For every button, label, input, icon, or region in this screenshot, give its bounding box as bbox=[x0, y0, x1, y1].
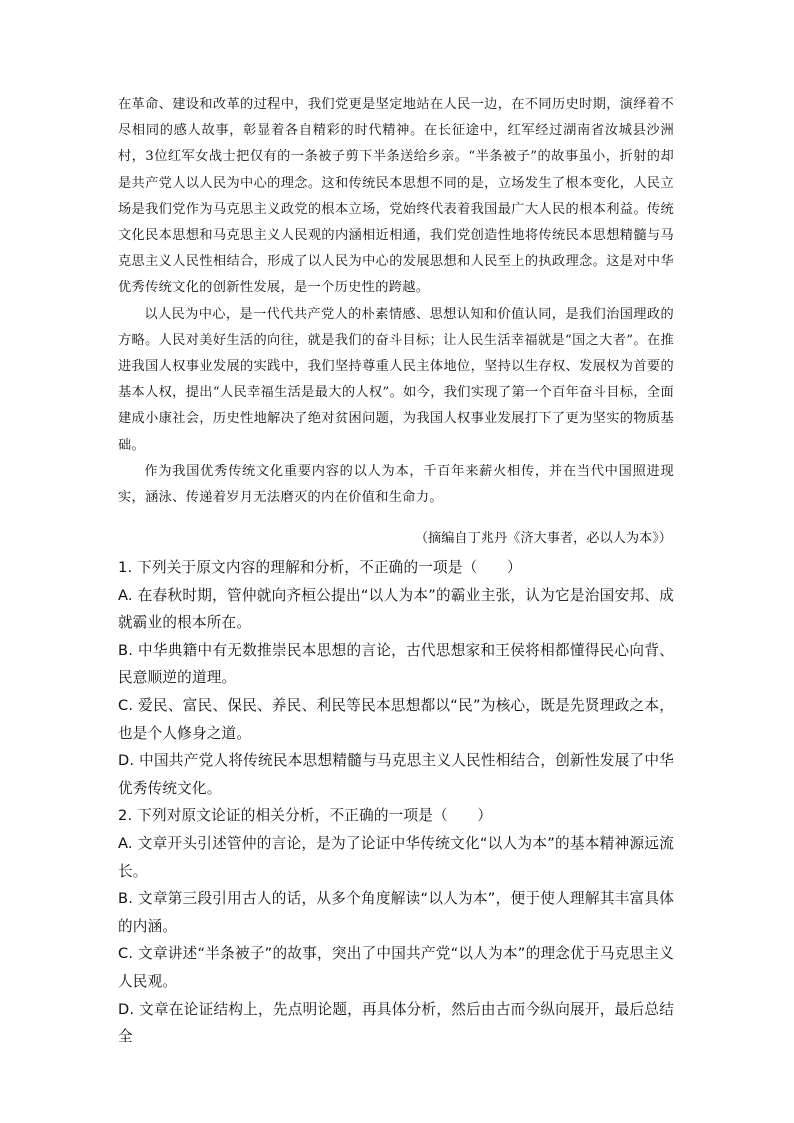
question-1-option-d: D. 中国共产党人将传统民本思想精髓与马克思主义人民性相结合，创新性发展了中华优秀传统文化。 bbox=[118, 752, 674, 797]
question-1-option-a: A. 在春秋时期，管仲就向齐桓公提出“以人为本”的霸业主张，认为它是治国安邦、成就霸业的根本所在。 bbox=[118, 586, 674, 632]
passage-paragraph: 在革命、建设和改革的过程中，我们党更是坚定地站在人民一边，在不同历史时期，演绎着不尽相同的感人故事，彰显着各自精彩的时代精神。在长征途中，红军经过湖南省汝城县沙洲村，3位红军女战士把仅有的一条被子剪下半条送给乡亲。“半条被子”的故事虽小，折射的却是共产党人以人民为中心的理念。这和传统民本思想不同的是，立场发生了根本变化，人民立场是我们党作为马克思主义政党的根本立场，党始终代表着我国最广大人民的根本利益。传统文化民本思想和马克思主义人民观的内涵相近相通，我们党创造性地将传统民本思想精髓与马克思主义人民性相结合，形成了以人民为中心的发展思想和人民至上的执政理念。这是对中华优秀传统文化的创新性发展，是一个历史性的跨越。 bbox=[118, 97, 674, 296]
reading-passage bbox=[118, 92, 674, 511]
question-2-option-d: D. 文章在论证结构上，先点明论题，再具体分析，然后由古而今纵向展开，最后总结全 bbox=[118, 1000, 674, 1046]
question-1-option-c: C. 爱民、富民、保民、养民、利民等民本思想都以“民”为核心，既是先贤理政之本，也是个人修身之道。 bbox=[118, 696, 674, 742]
question-2-option-c: C. 文章讲述“半条被子”的故事，突出了中国共产党“以人为本”的理念优于马克思主义人民观。 bbox=[118, 945, 674, 990]
question-2-option-b: B. 文章第三段引用古人的话，从多个角度解读“以人为本”，便于使人理解其丰富具体的内涵。 bbox=[118, 890, 674, 935]
passage-paragraph: 以人民为中心，是一代代共产党人的朴素情感、思想认知和价值认同，是我们治国理政的方略。人民对美好生活的向往，就是我们的奋斗目标；让人民生活幸福就是“国之大者”。在推进我国人权事业发展的实践中，我们坚持尊重人民主体地位，坚持以生存权、发展权为首要的基本人权，提出“人民幸福生活是最大的人权”。如今，我们实现了第一个百年奋斗目标，全面建成小康社会，历史性地解决了绝对贫困问题，为我国人权事业发展打下了更为坚实的物质基础。 bbox=[118, 306, 674, 453]
passage-source: （摘编自丁兆丹《济大事者，必以人为本》） bbox=[414, 531, 672, 546]
question-2-option-a: A. 文章开头引述管仲的言论，是为了论证中华传统文化“以人为本”的基本精神源远流长。 bbox=[118, 834, 674, 880]
question-2-stem: 2. 下列对原文论证的相关分析，不正确的一项是（ ） bbox=[118, 807, 493, 825]
question-1-option-b: B. 中华典籍中有无数推崇民本思想的言论，古代思想家和王侯将相都懂得民心向背、民意顺逆的道理。 bbox=[118, 641, 674, 687]
question-1-stem: 1. 下列关于原文内容的理解和分析，不正确的一项是（ ） bbox=[118, 559, 522, 576]
passage-paragraph: 作为我国优秀传统文化重要内容的以人为本，千百年来薪火相传，并在当代中国照进现实，涵泳、传递着岁月无法磨灭的内在价值和生命力。 bbox=[118, 463, 674, 506]
questions-section bbox=[118, 554, 674, 1051]
